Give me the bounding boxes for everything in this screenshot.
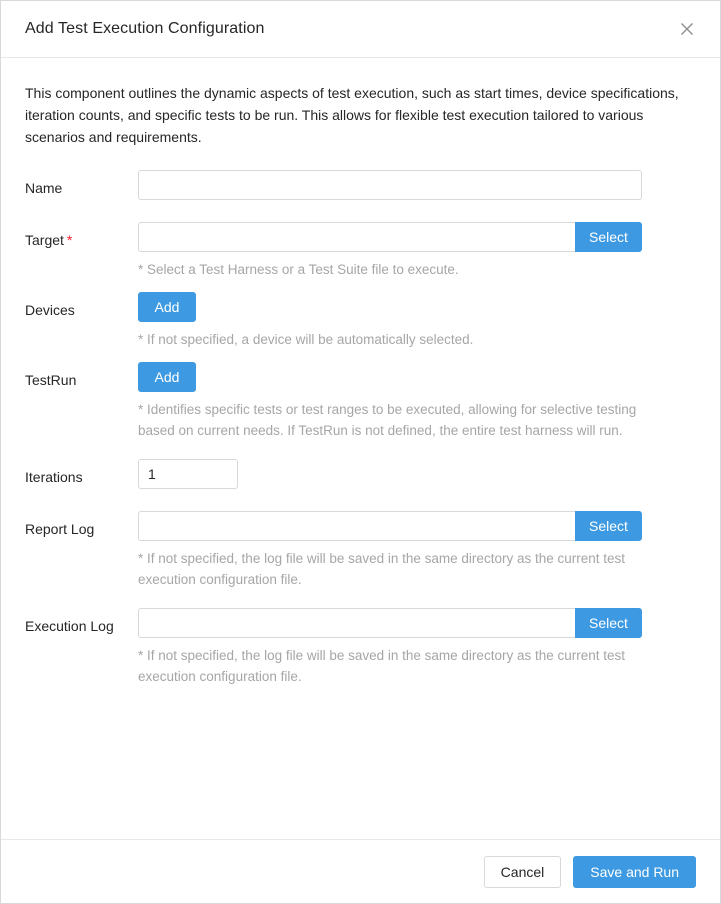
target-field-col — [138, 222, 696, 280]
testrun-add-button[interactable]: Add — [138, 362, 196, 392]
spacer — [25, 489, 696, 511]
cancel-button[interactable]: Cancel — [484, 856, 562, 888]
execution-log-hint: * If not specified, the log file will be saved in the same directory as the current test execution configuration file. — [138, 648, 625, 684]
devices-hint: * If not specified, a device will be automatically selected. — [138, 332, 474, 347]
spacer — [25, 441, 696, 459]
spacer — [25, 200, 696, 222]
devices-label: Devices — [25, 302, 75, 318]
execution-log-label: Execution Log — [25, 618, 114, 634]
name-field-col — [138, 170, 696, 200]
execution-log-input[interactable] — [138, 608, 575, 638]
execution-log-input-group — [138, 608, 642, 638]
testrun-label: TestRun — [25, 372, 77, 388]
name-input[interactable] — [138, 170, 642, 200]
target-input[interactable] — [138, 222, 575, 252]
form-row-target — [25, 222, 696, 280]
testrun-field-col — [138, 362, 696, 441]
save-and-run-button[interactable]: Save and Run — [573, 856, 696, 888]
devices-field-col — [138, 292, 696, 350]
target-input-group — [138, 222, 642, 252]
spacer — [25, 280, 696, 292]
target-hint: * Select a Test Harness or a Test Suite file to execute. — [138, 262, 459, 277]
spacer — [25, 350, 696, 362]
report-log-input-group — [138, 511, 642, 541]
dialog-description: This component outlines the dynamic aspects of test execution, such as start times, device specifications, iteration counts, and specific tests to be run. This allows for flexible test execution tailored to various scenarios and requirements. — [25, 85, 679, 145]
report-log-input[interactable] — [138, 511, 575, 541]
name-label: Name — [25, 180, 63, 196]
iterations-field-col — [138, 459, 696, 489]
form-row-execution-log — [25, 608, 696, 687]
close-icon[interactable] — [676, 18, 698, 40]
report-log-field-col — [138, 511, 696, 590]
execution-log-select-button[interactable]: Select — [575, 608, 642, 638]
report-log-label: Report Log — [25, 521, 95, 537]
target-label-text: Target — [25, 232, 64, 248]
dialog-body — [1, 58, 720, 839]
spacer — [25, 590, 696, 608]
form-row-name — [25, 170, 696, 200]
report-log-select-button[interactable]: Select — [575, 511, 642, 541]
testrun-hint: * Identifies specific tests or test ranges to be executed, allowing for selective testing based on current needs. If TestRun is not defined, the entire test harness will run. — [138, 402, 637, 438]
target-select-button[interactable]: Select — [575, 222, 642, 252]
dialog-header — [1, 1, 720, 58]
dialog-title: Add Test Execution Configuration — [25, 20, 265, 37]
form-row-iterations — [25, 459, 696, 489]
execution-log-field-col — [138, 608, 696, 687]
iterations-input[interactable] — [138, 459, 238, 489]
report-log-hint: * If not specified, the log file will be saved in the same directory as the current test execution configuration file. — [138, 551, 625, 587]
form-row-report-log — [25, 511, 696, 590]
dialog-footer — [1, 839, 720, 903]
target-label — [25, 222, 138, 250]
form-row-devices — [25, 292, 696, 350]
form-row-testrun — [25, 362, 696, 441]
target-required-marker: * — [66, 232, 73, 248]
devices-add-button[interactable]: Add — [138, 292, 196, 322]
iterations-label: Iterations — [25, 469, 83, 485]
